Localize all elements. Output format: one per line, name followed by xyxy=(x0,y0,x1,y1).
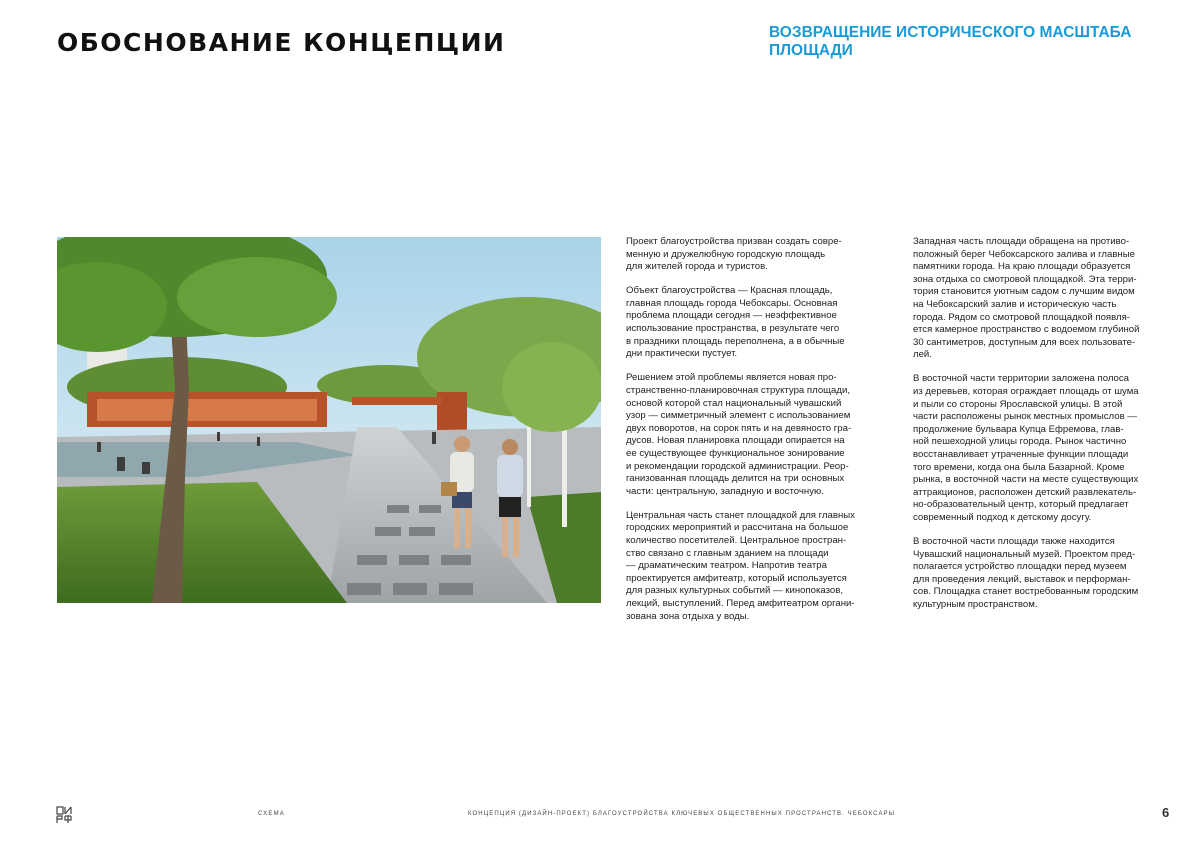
paragraph-central-part: Центральная часть станет площадкой для главных городских мероприятий и рассчитана на большое количество посетителей. Центральное простран- ство связано с главным зданием на площади — драматическим театром. Напротив театра проектируется амфитеатр, который используется для разных культурных событий — кинопоказов, лекций, выступлений. Перед амфитеатром органи- зована зона отдыха у воды. xyxy=(626,509,855,622)
paragraph-object: Объект благоустройства — Красная площадь, главная площадь города Чебоксары. Основная проблема площади сегодня — неэффективное использование пространства, в результате чего в праздники площадь переполнена, а в обычные дни практически пустует. xyxy=(626,285,845,360)
paragraph-intro: Проект благоустройства призван создать совре- менную и дружелюбную городскую площадь для жителей города и туристов. xyxy=(626,236,842,273)
hero-rendering-image xyxy=(57,237,601,603)
footer-section-label: СХЕМА xyxy=(258,811,285,817)
page-title: ОБОСНОВАНИЕ КОНЦЕПЦИИ xyxy=(57,28,506,57)
body-column-right xyxy=(913,236,1181,623)
paragraph-eastern-part: В восточной части территории заложена полоса из деревьев, которая ограждает площадь от шума и пыли со стороны Ярославской улицы. В этой части расположены рынок местных промыслов — продолжение бульвара Купца Ефремова, глав- ной пешеходной улицы города. Рынок частично восстанавливает утраченные функции площади того времени, когда она была Базарной. Кроме рынка, в восточной части на месте существующих аттракционов, расположен детский развлекатель- но-образовательный центр, который предлагает современный подход к детскому досугу. xyxy=(913,373,1139,523)
agency-logo-icon xyxy=(56,806,72,824)
paragraph-solution: Решением этой проблемы является новая про- странственно-планировочная структура площади, основой которой стал национальный чувашский узор — симметричный элемент с использованием двух поворотов, на сорок пять и на девяносто гра- дусов. Новая планировка площади опирается на ее существующее функциональное зонирование и рекомендации городской администрации. Реор- ганизованная площадь делится на три основных части: центральную, западную и восточную. xyxy=(626,372,852,497)
paragraph-museum: В восточной части площади также находится Чувашский национальный музей. Проектом пред- полагается устройство площадки перед музеем для проведения лекций, выставок и перформан- сов. Площадка станет востребованным городским культурным пространством. xyxy=(913,536,1139,611)
paragraph-western-part: Западная часть площади обращена на противо- положный берег Чебоксарского залива и главные памятники города. На краю площади образуется зона отдыха со смотровой площадкой. Эта терри- тория становится уютным садом с лучшим видом на Чебоксарский залив и историческую часть города. Рядом со смотровой площадкой появля- ется камерное пространство с водоемом глубиной 30 сантиметров, доступным для всех пользовате- лей. xyxy=(913,236,1140,361)
section-heading: ВОЗВРАЩЕНИЕ ИСТОРИЧЕСКОГО МАСШТАБА ПЛОЩАДИ xyxy=(769,24,1132,59)
page-number: 6 xyxy=(1162,805,1170,820)
footer-document-title: КОНЦЕПЦИЯ (ДИЗАЙН-ПРОЕКТ) БЛАГОУСТРОЙСТВА КЛЮЧЕВЫХ ОБЩЕСТВЕННЫХ ПРОСТРАНСТВ. ЧЕБОКСАРЫ xyxy=(468,811,896,817)
body-column-left xyxy=(626,236,894,635)
